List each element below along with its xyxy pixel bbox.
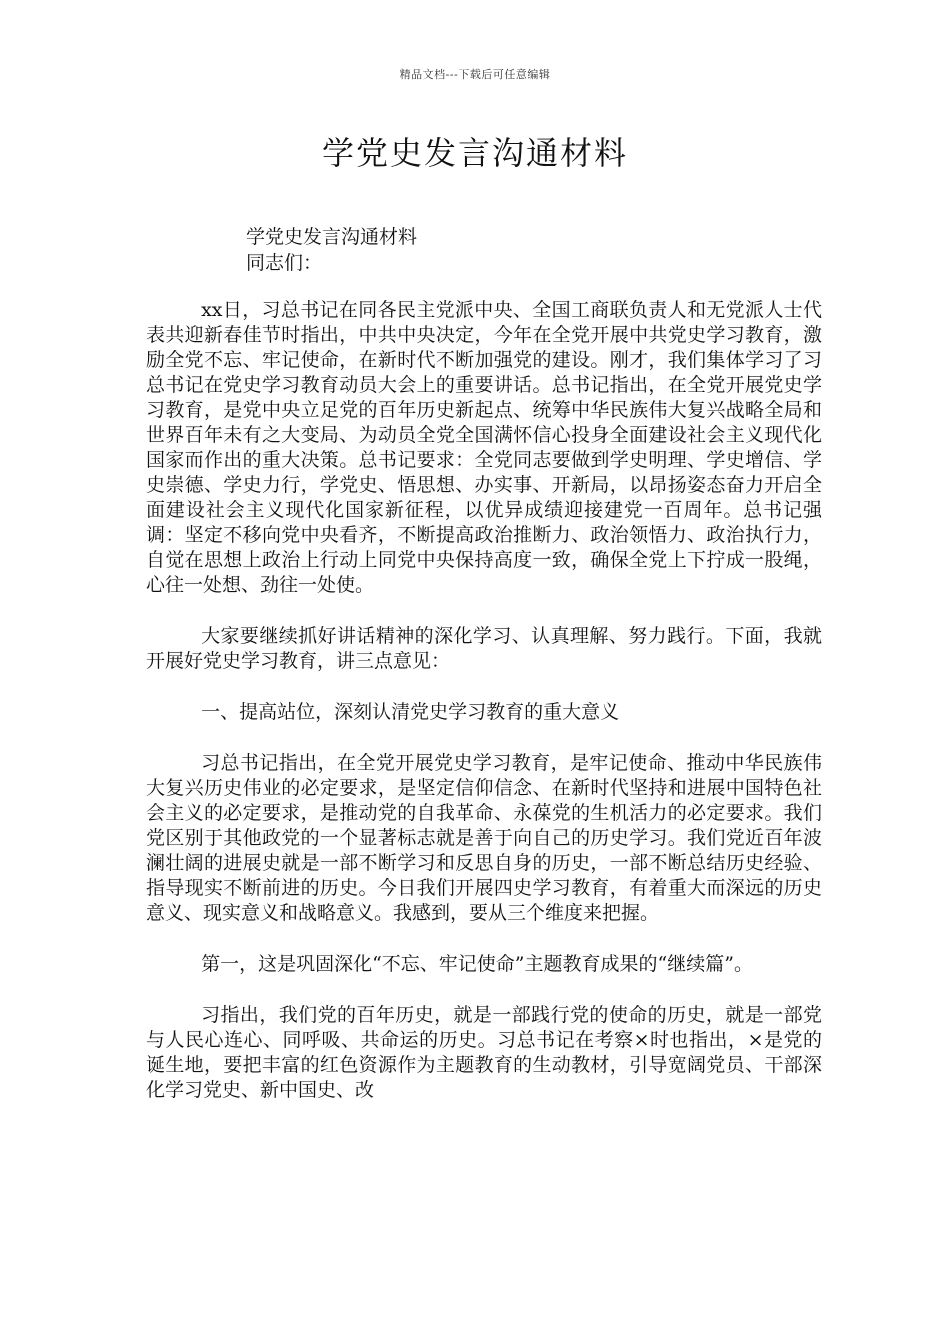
sub-heading: 第一，这是巩固深化“不忘、牢记使命”主题教育成果的“继续篇”。 <box>201 953 753 975</box>
paragraph: 习总书记指出，在全党开展党史学习教育，是牢记使命、推动中华民族伟大复兴历史伟业的必定要求，是坚定信仰信念、在新时代坚持和进展中国特色社会主义的必定要求，是推动党的自我革命、永葆党的生机活力的必定要求。我们党区别于其他政党的一个显著标志就是善于向自己的历史学习。我们党近百年波澜壮阔的进展史就是一部不断学习和反思自身的历史，一部不断总结历史经验、指导现实不断前进的历史。今日我们开展四史学习教育，有着重大而深远的历史意义、现实意义和战略意义。我感到，要从三个维度来把握。 <box>146 752 822 924</box>
section-heading: 一、提高站位，深刻认清党史学习教育的重大意义 <box>201 701 620 723</box>
intro-block <box>246 224 806 276</box>
document-title: 学党史发言沟通材料 <box>321 134 628 172</box>
paragraph: 习指出，我们党的百年历史，就是一部践行党的使命的历史，就是一部党与人民心连心、同呼吸、共命运的历史。习总书记在考察×时也指出，×是党的诞生地，要把丰富的红色资源作为主题教育的生动教材，引导宽阔党员、干部深化学习党史、新中国史、改 <box>146 1004 822 1101</box>
document-subtitle: 学党史发言沟通材料 <box>246 226 418 248</box>
header-note: 精品文档---下载后可任意编辑 <box>399 68 551 81</box>
paragraph: xx日，习总书记在同各民主党派中央、全国工商联负责人和无党派人士代表共迎新春佳节时指出，中共中央决定，今年在全党开展中共党史学习教育，激励全党不忘、牢记使命，在新时代不断加强党的建设。刚才，我们集体学习了习总书记在党史学习教育动员大会上的重要讲话。总书记指出，在全党开展党史学习教育，是党中央立足党的百年历史新起点、统筹中华民族伟大复兴战略全局和世界百年未有之大变局、为动员全党全国满怀信心投身全面建设社会主义现代化国家而作出的重大决策。总书记要求：全党同志要做到学史明理、学史增信、学史崇德、学史力行，学党史、悟思想、办实事、开新局，以昂扬姿态奋力开启全面建设社会主义现代化国家新征程，以优异成绩迎接建党一百周年。总书记强调：坚定不移向党中央看齐，不断提高政治推断力、政治领悟力、政治执行力，自觉在思想上政治上行动上同党中央保持高度一致，确保全党上下拧成一股绳，心往一处想、劲往一处使。 <box>146 299 822 596</box>
salutation: 同志们： <box>246 252 323 274</box>
document-body <box>146 298 822 1129</box>
paragraph: 大家要继续抓好讲话精神的深化学习、认真理解、努力践行。下面，我就开展好党史学习教育，讲三点意见： <box>146 625 822 672</box>
